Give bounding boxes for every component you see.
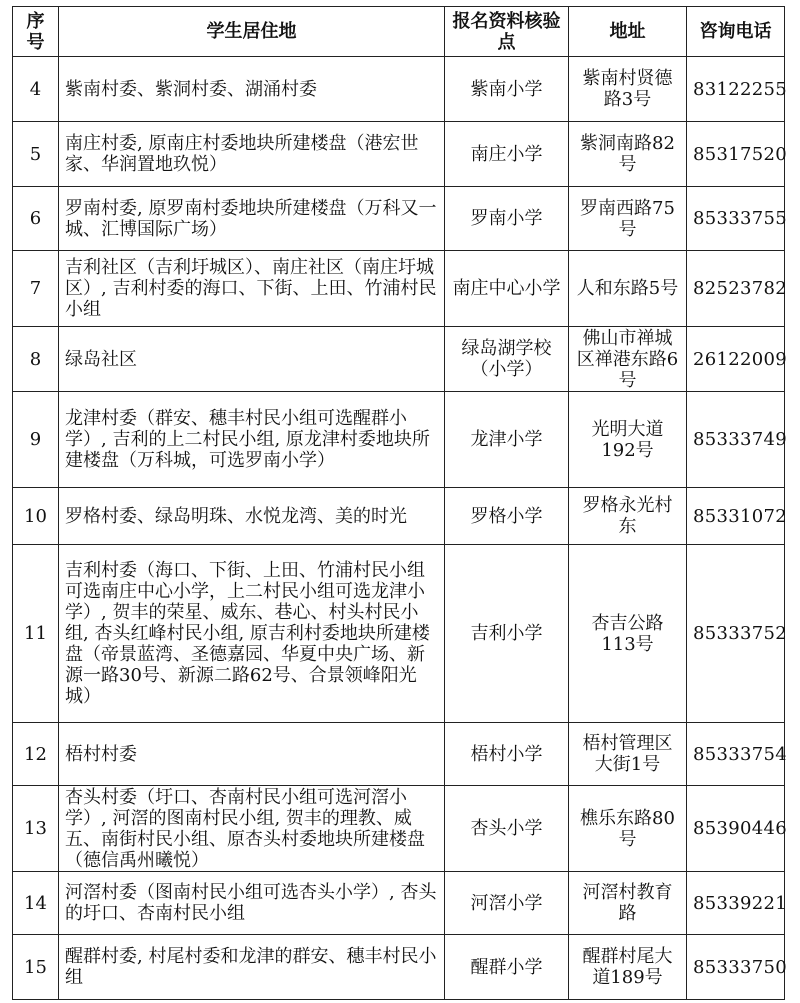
cell-phone: 85333749 — [687, 392, 785, 488]
cell-address: 紫洞南路82号 — [569, 122, 687, 187]
cell-no: 5 — [13, 122, 59, 187]
cell-school: 杏头小学 — [445, 786, 569, 872]
header-school: 报名资料核验点 — [445, 7, 569, 57]
header-row — [13, 7, 785, 57]
cell-school: 罗南小学 — [445, 187, 569, 251]
cell-no: 7 — [13, 251, 59, 327]
table-row — [13, 488, 785, 545]
cell-area: 醒群村委, 村尾村委和龙津的群安、穗丰村民小组 — [59, 935, 445, 1000]
cell-address: 人和东路5号 — [569, 251, 687, 327]
cell-school: 吉利小学 — [445, 545, 569, 723]
cell-area: 紫南村委、紫洞村委、湖涌村委 — [59, 57, 445, 122]
cell-address: 紫南村贤德路3号 — [569, 57, 687, 122]
cell-area: 河滘村委（图南村民小组可选杏头小学）, 杏头的圩口、杏南村民小组 — [59, 872, 445, 935]
cell-school: 南庄中心小学 — [445, 251, 569, 327]
cell-school: 龙津小学 — [445, 392, 569, 488]
cell-area: 绿岛社区 — [59, 327, 445, 392]
cell-school: 紫南小学 — [445, 57, 569, 122]
table-row — [13, 251, 785, 327]
cell-address: 罗格永光村东 — [569, 488, 687, 545]
school-registration-table — [12, 6, 788, 1000]
cell-no: 11 — [13, 545, 59, 723]
cell-school: 梧村小学 — [445, 723, 569, 786]
cell-phone: 85339221 — [687, 872, 785, 935]
cell-address: 佛山市禅城区禅港东路6号 — [569, 327, 687, 392]
table-row — [13, 545, 785, 723]
table-row — [13, 122, 785, 187]
cell-school: 醒群小学 — [445, 935, 569, 1000]
cell-school: 罗格小学 — [445, 488, 569, 545]
cell-area: 杏头村委（圩口、杏南村民小组可选河滘小学）, 河滘的图南村民小组, 贺丰的理教、威五、南街村民小组、原杏头村委地块所建楼盘（德信禹州曦悦） — [59, 786, 445, 872]
table-row — [13, 392, 785, 488]
cell-school: 绿岛湖学校（小学） — [445, 327, 569, 392]
cell-phone: 85333755 — [687, 187, 785, 251]
header-area: 学生居住地 — [59, 7, 445, 57]
cell-no: 14 — [13, 872, 59, 935]
cell-address: 杏吉公路113号 — [569, 545, 687, 723]
cell-school: 河滘小学 — [445, 872, 569, 935]
cell-address: 河滘村教育路 — [569, 872, 687, 935]
cell-phone: 85333752 — [687, 545, 785, 723]
header-phone: 咨询电话 — [687, 7, 785, 57]
cell-area: 吉利村委（海口、下街、上田、竹浦村民小组可选南庄中心小学，上二村民小组可选龙津小学）, 贺丰的荣星、威东、巷心、村头村民小组, 杏头红峰村民小组, 原吉利村委地块所建楼盘（帝景蓝湾、圣德嘉园、华夏中央广场、新源一路30号、新源二路62号、合景领峰阳光城） — [59, 545, 445, 723]
cell-address: 醒群村尾大道189号 — [569, 935, 687, 1000]
cell-area: 罗南村委, 原罗南村委地块所建楼盘（万科又一城、汇博国际广场） — [59, 187, 445, 251]
cell-address: 光明大道192号 — [569, 392, 687, 488]
cell-area: 龙津村委（群安、穗丰村民小组可选醒群小学）, 吉利的上二村民小组, 原龙津村委地块所建楼盘（万科城，可选罗南小学） — [59, 392, 445, 488]
header-address: 地址 — [569, 7, 687, 57]
table-row — [13, 57, 785, 122]
table-row — [13, 187, 785, 251]
cell-area: 梧村村委 — [59, 723, 445, 786]
cell-phone: 85317520 — [687, 122, 785, 187]
cell-area: 南庄村委, 原南庄村委地块所建楼盘（港宏世家、华润置地玖悦） — [59, 122, 445, 187]
table-row — [13, 723, 785, 786]
cell-address: 梧村管理区大街1号 — [569, 723, 687, 786]
table-row — [13, 327, 785, 392]
cell-area: 吉利社区（吉利圩城区）、南庄社区（南庄圩城区）, 吉利村委的海口、下街、上田、竹浦村民小组 — [59, 251, 445, 327]
cell-no: 10 — [13, 488, 59, 545]
cell-phone: 85390446 — [687, 786, 785, 872]
cell-no: 12 — [13, 723, 59, 786]
cell-phone: 83122255 — [687, 57, 785, 122]
cell-phone: 85333754 — [687, 723, 785, 786]
cell-address: 樵乐东路80号 — [569, 786, 687, 872]
cell-phone: 26122009 — [687, 327, 785, 392]
table-row — [13, 786, 785, 872]
cell-area: 罗格村委、绿岛明珠、水悦龙湾、美的时光 — [59, 488, 445, 545]
cell-no: 9 — [13, 392, 59, 488]
table-row — [13, 935, 785, 1000]
cell-address: 罗南西路75号 — [569, 187, 687, 251]
header-no: 序号 — [13, 7, 59, 57]
cell-no: 6 — [13, 187, 59, 251]
cell-no: 4 — [13, 57, 59, 122]
cell-phone: 82523782 — [687, 251, 785, 327]
cell-school: 南庄小学 — [445, 122, 569, 187]
cell-no: 8 — [13, 327, 59, 392]
cell-no: 13 — [13, 786, 59, 872]
cell-phone: 85331072 — [687, 488, 785, 545]
cell-phone: 85333750 — [687, 935, 785, 1000]
table-row — [13, 872, 785, 935]
cell-no: 15 — [13, 935, 59, 1000]
